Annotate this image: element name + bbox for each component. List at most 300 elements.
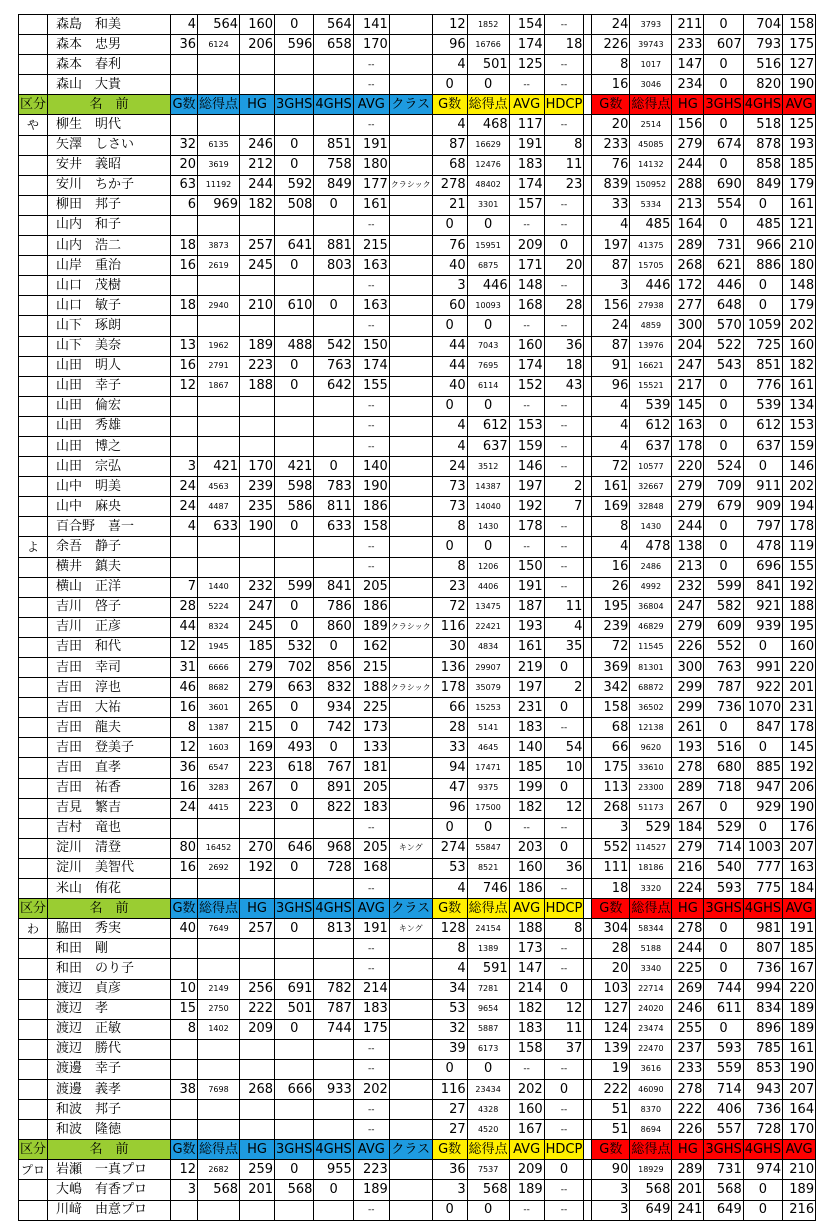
high-game-cell — [240, 537, 275, 557]
year-high-game-cell: 220 — [672, 457, 704, 477]
handicap-cell: -- — [544, 75, 584, 95]
high-4g-cell — [314, 1100, 353, 1120]
year-high-3g-cell: 714 — [704, 838, 743, 858]
year-high-4g-cell: 0 — [743, 195, 782, 215]
high-game-cell: 265 — [240, 698, 275, 718]
league-games-cell: 0 — [432, 316, 467, 336]
league-total-cell: 746 — [467, 879, 509, 899]
league-total-cell: 22421 — [467, 617, 509, 637]
handicap-cell: -- — [544, 195, 584, 215]
league-total-cell: 7695 — [467, 356, 509, 376]
high-4g-cell: 881 — [314, 236, 353, 256]
year-high-game-cell: 234 — [672, 75, 704, 95]
average-cell: 158 — [353, 517, 389, 537]
year-total-cell: 3793 — [630, 15, 672, 35]
year-high-4g-cell: 851 — [743, 356, 782, 376]
player-name: 山田 博之 — [48, 436, 171, 456]
spacer-cell — [584, 658, 592, 678]
spacer-cell — [584, 1160, 592, 1180]
year-games-cell: 3 — [592, 1180, 630, 1200]
year-high-game-cell: 213 — [672, 195, 704, 215]
year-total-cell: 3320 — [630, 879, 672, 899]
year-total-cell: 36502 — [630, 698, 672, 718]
year-high-4g-cell: 704 — [743, 15, 782, 35]
league-average-cell: 209 — [509, 1160, 544, 1180]
high-4g-cell — [314, 316, 353, 336]
year-high-3g-cell: 529 — [704, 818, 743, 838]
high-game-cell: 232 — [240, 577, 275, 597]
table-row — [19, 236, 816, 256]
handicap-cell: 0 — [544, 658, 584, 678]
total-pins-cell: 969 — [198, 195, 240, 215]
handicap-cell: -- — [544, 115, 584, 135]
high-4g-cell: 787 — [314, 999, 353, 1019]
class-cell — [389, 798, 432, 818]
table-row — [19, 336, 816, 356]
games-cell: 24 — [171, 798, 198, 818]
handicap-cell: 18 — [544, 35, 584, 55]
league-average-cell: 199 — [509, 778, 544, 798]
high-4g-cell — [314, 939, 353, 959]
player-name: 淀川 清登 — [48, 838, 171, 858]
total-pins-cell — [198, 276, 240, 296]
high-4g-cell: 728 — [314, 858, 353, 878]
high-3g-cell — [275, 75, 314, 95]
class-cell — [389, 778, 432, 798]
league-games-cell: 96 — [432, 798, 467, 818]
total-pins-cell — [198, 557, 240, 577]
class-cell — [389, 637, 432, 657]
player-name: 和波 隆徳 — [48, 1120, 171, 1140]
year-games-cell: 72 — [592, 457, 630, 477]
year-high-4g-cell: 793 — [743, 35, 782, 55]
average-cell: 188 — [353, 678, 389, 698]
league-games-cell: 0 — [432, 1059, 467, 1079]
high-game-cell: 210 — [240, 296, 275, 316]
high-game-cell — [240, 1120, 275, 1140]
high-4g-cell: 758 — [314, 155, 353, 175]
spacer-cell — [584, 959, 592, 979]
handicap-cell: -- — [544, 316, 584, 336]
year-high-3g-cell: 0 — [704, 798, 743, 818]
class-cell: キング — [389, 838, 432, 858]
player-name: 和波 邦子 — [48, 1100, 171, 1120]
year-average-cell: 189 — [783, 1019, 816, 1039]
high-game-cell — [240, 557, 275, 577]
section-cell — [19, 215, 48, 235]
high-game-cell: 247 — [240, 597, 275, 617]
year-high-game-cell: 164 — [672, 215, 704, 235]
section-cell — [19, 1079, 48, 1099]
league-average-cell: -- — [509, 396, 544, 416]
table-row — [19, 939, 816, 959]
header-year-average: AVG — [783, 95, 816, 115]
league-total-cell: 16766 — [467, 35, 509, 55]
section-cell: わ — [19, 919, 48, 939]
high-game-cell: 212 — [240, 155, 275, 175]
league-total-cell: 15951 — [467, 236, 509, 256]
table-row — [19, 1160, 816, 1180]
handicap-cell: 23 — [544, 175, 584, 195]
table-row — [19, 135, 816, 155]
section-cell — [19, 416, 48, 436]
high-game-cell: 185 — [240, 637, 275, 657]
total-pins-cell: 2682 — [198, 1160, 240, 1180]
year-high-4g-cell: 785 — [743, 1039, 782, 1059]
spacer-cell — [584, 637, 592, 657]
section-cell — [19, 577, 48, 597]
league-games-cell: 53 — [432, 999, 467, 1019]
year-average-cell: 159 — [783, 436, 816, 456]
year-games-cell: 175 — [592, 758, 630, 778]
games-cell: 28 — [171, 597, 198, 617]
year-games-cell: 16 — [592, 75, 630, 95]
player-name: 山中 明美 — [48, 477, 171, 497]
handicap-cell: -- — [544, 517, 584, 537]
year-high-3g-cell: 552 — [704, 637, 743, 657]
year-high-4g-cell: 991 — [743, 658, 782, 678]
high-4g-cell — [314, 55, 353, 75]
year-games-cell: 26 — [592, 577, 630, 597]
header-total-pins: 総得点 — [198, 899, 240, 919]
high-game-cell: 239 — [240, 477, 275, 497]
average-cell: -- — [353, 416, 389, 436]
handicap-cell: -- — [544, 436, 584, 456]
table-row — [19, 376, 816, 396]
handicap-cell: 36 — [544, 336, 584, 356]
year-games-cell: 4 — [592, 537, 630, 557]
high-game-cell: 223 — [240, 356, 275, 376]
table-row — [19, 1200, 816, 1220]
league-games-cell: 76 — [432, 236, 467, 256]
league-average-cell: 158 — [509, 1039, 544, 1059]
games-cell — [171, 316, 198, 336]
year-total-cell: 612 — [630, 416, 672, 436]
average-cell: 141 — [353, 15, 389, 35]
class-cell — [389, 858, 432, 878]
year-high-game-cell: 244 — [672, 517, 704, 537]
year-games-cell: 552 — [592, 838, 630, 858]
player-name: 山田 倫宏 — [48, 396, 171, 416]
league-games-cell: 8 — [432, 557, 467, 577]
total-pins-cell — [198, 436, 240, 456]
year-games-cell: 91 — [592, 356, 630, 376]
section-cell — [19, 557, 48, 577]
total-pins-cell: 6124 — [198, 35, 240, 55]
league-games-cell: 53 — [432, 858, 467, 878]
handicap-cell: -- — [544, 215, 584, 235]
high-3g-cell — [275, 818, 314, 838]
year-total-cell: 51173 — [630, 798, 672, 818]
year-average-cell: 190 — [783, 1059, 816, 1079]
year-average-cell: 194 — [783, 497, 816, 517]
section-cell — [19, 838, 48, 858]
total-pins-cell — [198, 316, 240, 336]
section-cell — [19, 637, 48, 657]
year-total-cell: 32848 — [630, 497, 672, 517]
class-cell — [389, 396, 432, 416]
average-cell: 163 — [353, 256, 389, 276]
league-average-cell: 191 — [509, 577, 544, 597]
league-games-cell: 40 — [432, 256, 467, 276]
high-4g-cell: 803 — [314, 256, 353, 276]
league-average-cell: 178 — [509, 517, 544, 537]
section-cell — [19, 236, 48, 256]
year-average-cell: 216 — [783, 1200, 816, 1220]
year-total-cell: 9620 — [630, 738, 672, 758]
year-high-4g-cell: 775 — [743, 879, 782, 899]
year-average-cell: 164 — [783, 1100, 816, 1120]
spacer-cell — [584, 195, 592, 215]
table-row — [19, 597, 816, 617]
spacer-cell — [584, 416, 592, 436]
year-high-4g-cell: 847 — [743, 718, 782, 738]
average-cell: 174 — [353, 356, 389, 376]
high-4g-cell: 0 — [314, 738, 353, 758]
player-name: 岩瀬 一真プロ — [48, 1160, 171, 1180]
class-cell — [389, 1160, 432, 1180]
class-cell — [389, 1039, 432, 1059]
player-name: 柳生 明代 — [48, 115, 171, 135]
league-games-cell: 68 — [432, 155, 467, 175]
spacer-cell — [584, 457, 592, 477]
total-pins-cell: 3619 — [198, 155, 240, 175]
year-games-cell: 4 — [592, 396, 630, 416]
league-total-cell: 0 — [467, 215, 509, 235]
high-4g-cell: 891 — [314, 778, 353, 798]
league-total-cell: 3301 — [467, 195, 509, 215]
spacer-cell — [584, 1120, 592, 1140]
year-total-cell: 150952 — [630, 175, 672, 195]
total-pins-cell: 1440 — [198, 577, 240, 597]
average-cell: -- — [353, 75, 389, 95]
total-pins-cell: 8324 — [198, 617, 240, 637]
table-row — [19, 637, 816, 657]
high-game-cell: 209 — [240, 1019, 275, 1039]
high-4g-cell — [314, 1059, 353, 1079]
average-cell: 205 — [353, 577, 389, 597]
player-name: 森山 大貴 — [48, 75, 171, 95]
high-4g-cell: 841 — [314, 577, 353, 597]
year-high-4g-cell: 966 — [743, 236, 782, 256]
year-high-4g-cell: 858 — [743, 155, 782, 175]
year-high-4g-cell: 886 — [743, 256, 782, 276]
year-high-4g-cell: 911 — [743, 477, 782, 497]
high-3g-cell: 702 — [275, 658, 314, 678]
league-average-cell: -- — [509, 537, 544, 557]
section-cell: よ — [19, 537, 48, 557]
year-high-4g-cell: 947 — [743, 778, 782, 798]
spacer-cell — [584, 497, 592, 517]
games-cell — [171, 537, 198, 557]
high-4g-cell: 0 — [314, 637, 353, 657]
games-cell: 32 — [171, 135, 198, 155]
year-high-game-cell: 247 — [672, 597, 704, 617]
total-pins-cell — [198, 1120, 240, 1140]
handicap-cell: -- — [544, 457, 584, 477]
league-total-cell: 612 — [467, 416, 509, 436]
year-high-3g-cell: 0 — [704, 1019, 743, 1039]
league-average-cell: 150 — [509, 557, 544, 577]
spacer-cell — [584, 376, 592, 396]
spacer-cell — [584, 517, 592, 537]
year-average-cell: 192 — [783, 758, 816, 778]
games-cell: 18 — [171, 296, 198, 316]
year-games-cell: 342 — [592, 678, 630, 698]
header-year-games: G数 — [592, 1140, 630, 1160]
section-cell — [19, 778, 48, 798]
section-cell — [19, 175, 48, 195]
year-average-cell: 155 — [783, 557, 816, 577]
high-4g-cell: 763 — [314, 356, 353, 376]
league-total-cell: 4406 — [467, 577, 509, 597]
table-row — [19, 818, 816, 838]
league-total-cell: 16629 — [467, 135, 509, 155]
league-games-cell: 0 — [432, 215, 467, 235]
year-total-cell: 1017 — [630, 55, 672, 75]
class-cell — [389, 416, 432, 436]
year-total-cell: 46829 — [630, 617, 672, 637]
section-cell — [19, 336, 48, 356]
year-high-game-cell: 232 — [672, 577, 704, 597]
spacer-cell — [584, 858, 592, 878]
header-league-total: 総得点 — [467, 899, 509, 919]
year-total-cell: 68872 — [630, 678, 672, 698]
average-cell: -- — [353, 537, 389, 557]
total-pins-cell: 4563 — [198, 477, 240, 497]
year-games-cell: 222 — [592, 1079, 630, 1099]
year-high-3g-cell: 0 — [704, 517, 743, 537]
year-high-3g-cell: 0 — [704, 959, 743, 979]
year-high-3g-cell: 593 — [704, 879, 743, 899]
header-year-high-3g: 3GHS — [704, 1140, 743, 1160]
spacer-cell — [584, 396, 592, 416]
table-row — [19, 416, 816, 436]
year-high-4g-cell: 922 — [743, 678, 782, 698]
average-cell: 180 — [353, 155, 389, 175]
league-total-cell: 7281 — [467, 979, 509, 999]
league-average-cell: 192 — [509, 497, 544, 517]
year-high-3g-cell: 0 — [704, 718, 743, 738]
handicap-cell: -- — [544, 818, 584, 838]
year-games-cell: 156 — [592, 296, 630, 316]
high-game-cell: 206 — [240, 35, 275, 55]
league-games-cell: 39 — [432, 1039, 467, 1059]
league-total-cell: 591 — [467, 959, 509, 979]
year-games-cell: 3 — [592, 1200, 630, 1220]
year-games-cell: 87 — [592, 336, 630, 356]
player-name: 吉田 直孝 — [48, 758, 171, 778]
year-games-cell: 8 — [592, 517, 630, 537]
league-games-cell: 36 — [432, 1160, 467, 1180]
league-total-cell: 17500 — [467, 798, 509, 818]
table-row — [19, 959, 816, 979]
year-total-cell: 4859 — [630, 316, 672, 336]
player-name: 渡辺 勝代 — [48, 1039, 171, 1059]
class-cell — [389, 15, 432, 35]
class-cell — [389, 155, 432, 175]
high-4g-cell: 782 — [314, 979, 353, 999]
average-cell: -- — [353, 1059, 389, 1079]
year-high-3g-cell: 0 — [704, 215, 743, 235]
year-average-cell: 125 — [783, 115, 816, 135]
league-average-cell: 209 — [509, 236, 544, 256]
league-average-cell: 182 — [509, 999, 544, 1019]
games-cell: 4 — [171, 15, 198, 35]
handicap-cell: 11 — [544, 597, 584, 617]
section-cell — [19, 758, 48, 778]
average-cell: -- — [353, 557, 389, 577]
year-high-game-cell: 268 — [672, 256, 704, 276]
high-4g-cell — [314, 1200, 353, 1220]
class-cell — [389, 457, 432, 477]
league-total-cell: 0 — [467, 396, 509, 416]
year-total-cell: 23300 — [630, 778, 672, 798]
league-average-cell: 174 — [509, 356, 544, 376]
year-games-cell: 139 — [592, 1039, 630, 1059]
high-game-cell — [240, 396, 275, 416]
player-name: 矢澤 しさい — [48, 135, 171, 155]
year-high-game-cell: 172 — [672, 276, 704, 296]
league-games-cell: 66 — [432, 698, 467, 718]
high-4g-cell — [314, 396, 353, 416]
league-total-cell: 5887 — [467, 1019, 509, 1039]
header-league-total: 総得点 — [467, 1140, 509, 1160]
year-high-4g-cell: 539 — [743, 396, 782, 416]
year-average-cell: 185 — [783, 155, 816, 175]
class-cell — [389, 1200, 432, 1220]
average-cell: 202 — [353, 1079, 389, 1099]
high-game-cell — [240, 276, 275, 296]
player-name: 和田 のり子 — [48, 959, 171, 979]
total-pins-cell: 16452 — [198, 838, 240, 858]
table-row — [19, 276, 816, 296]
league-average-cell: 231 — [509, 698, 544, 718]
year-high-game-cell: 299 — [672, 698, 704, 718]
spacer-cell — [584, 1200, 592, 1220]
year-high-game-cell: 163 — [672, 416, 704, 436]
high-game-cell: 259 — [240, 1160, 275, 1180]
table-row — [19, 658, 816, 678]
spacer-cell — [584, 939, 592, 959]
year-average-cell: 161 — [783, 1039, 816, 1059]
high-4g-cell: 742 — [314, 718, 353, 738]
year-high-game-cell: 279 — [672, 838, 704, 858]
high-4g-cell: 633 — [314, 517, 353, 537]
table-row — [19, 1019, 816, 1039]
year-high-game-cell: 222 — [672, 1100, 704, 1120]
spacer-cell — [584, 738, 592, 758]
high-3g-cell — [275, 115, 314, 135]
games-cell: 24 — [171, 497, 198, 517]
section-cell — [19, 979, 48, 999]
games-cell — [171, 1120, 198, 1140]
year-high-4g-cell: 0 — [743, 296, 782, 316]
year-high-game-cell: 156 — [672, 115, 704, 135]
spacer-cell — [584, 256, 592, 276]
year-high-game-cell: 237 — [672, 1039, 704, 1059]
section-cell — [19, 35, 48, 55]
year-average-cell: 179 — [783, 296, 816, 316]
league-total-cell: 14040 — [467, 497, 509, 517]
high-3g-cell: 596 — [275, 35, 314, 55]
league-games-cell: 30 — [432, 637, 467, 657]
class-cell — [389, 597, 432, 617]
league-games-cell: 4 — [432, 879, 467, 899]
games-cell: 10 — [171, 979, 198, 999]
total-pins-cell: 2692 — [198, 858, 240, 878]
handicap-cell: -- — [544, 537, 584, 557]
